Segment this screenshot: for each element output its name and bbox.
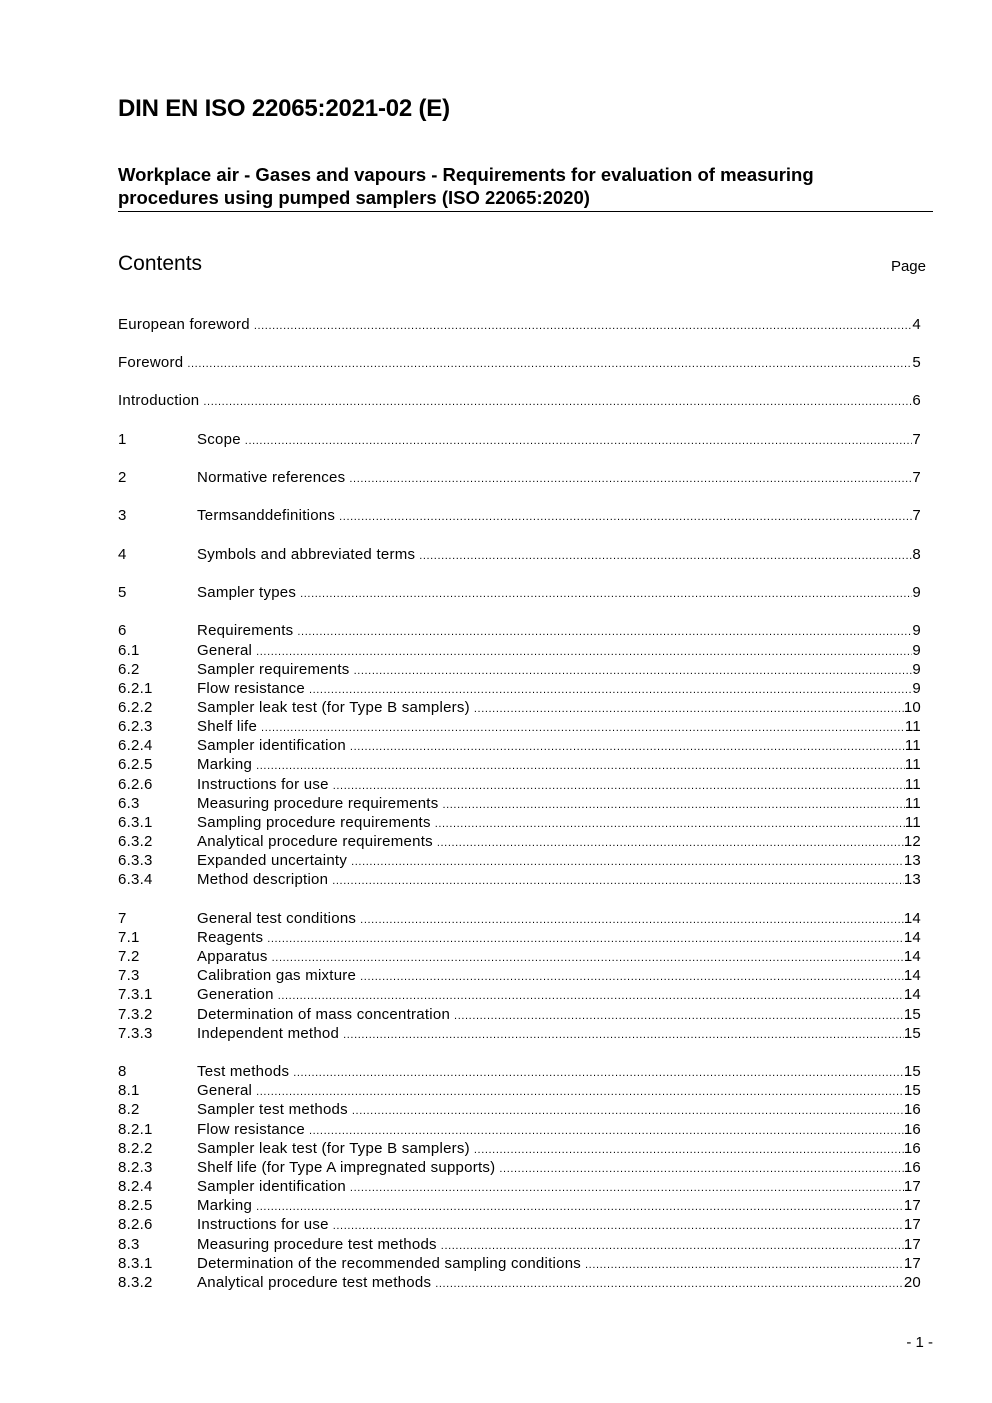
page-number: - 1 - [906,1334,933,1351]
toc-entry-title: Sampler leak test (for Type B samplers) [197,1140,470,1157]
toc-entry[interactable] [118,1024,921,1043]
toc-entry[interactable] [118,621,921,640]
toc-entry[interactable] [118,775,921,794]
toc-dot-leader [349,470,912,489]
toc-entry-number: 6.2.1 [118,680,153,697]
toc-entry-number: 8.2.6 [118,1216,153,1233]
toc-entry-page: 11 [904,795,921,812]
toc-entry-title: Instructions for use [197,1216,329,1233]
toc-entry-number: 6.2.2 [118,699,153,716]
toc-entry-title: Method description [197,871,329,888]
toc-dot-leader [297,623,912,642]
toc-entry[interactable] [118,1120,921,1139]
toc-entry-page: 16 [903,1159,921,1176]
toc-entry-page: 11 [904,776,921,793]
toc-dot-leader [203,393,912,412]
toc-entry-title: Sampling procedure requirements [197,814,431,831]
toc-dot-leader [419,547,912,566]
toc-entry-title: Sampler types [197,584,297,601]
toc-entry-page: 11 [904,756,921,773]
toc-entry[interactable] [118,545,921,564]
toc-entry-number: 8.2.1 [118,1121,153,1138]
toc-entry-title: Measuring procedure test methods [197,1236,437,1253]
toc-entry-title: Apparatus [197,948,268,965]
toc-entry-title: Marking [197,756,253,773]
toc-entry-page: 17 [903,1216,921,1233]
toc-entry-title: Symbols and abbreviated terms [197,546,416,563]
toc-dot-leader [435,1275,904,1294]
toc-entry[interactable] [118,679,921,698]
toc-entry-number: 7 [118,910,127,927]
toc-entry-page: 14 [903,986,921,1003]
toc-entry[interactable] [118,1158,921,1177]
document-title: DIN EN ISO 22065:2021-02 (E) [118,95,450,122]
toc-entry-number: 8.2.2 [118,1140,153,1157]
toc-entry-title: Normative references [197,469,346,486]
toc-dot-leader [187,355,912,374]
toc-entry-page: 20 [903,1274,921,1291]
toc-entry[interactable] [118,985,921,1004]
toc-entry-number: 6.3.1 [118,814,153,831]
toc-entry[interactable] [118,1215,921,1234]
toc-entry[interactable] [118,870,921,889]
toc-entry-number: 8.3.2 [118,1274,153,1291]
toc-entry[interactable] [118,391,921,410]
page-column-label: Page [890,258,926,275]
toc-entry-title: Sampler test methods [197,1101,348,1118]
toc-entry-page: 5 [912,354,921,371]
toc-entry[interactable] [118,583,921,602]
toc-entry[interactable] [118,755,921,774]
toc-entry-page: 17 [903,1178,921,1195]
toc-entry-number: 1 [118,431,127,448]
toc-entry-page: 11 [904,814,921,831]
toc-entry[interactable] [118,928,921,947]
toc-entry-title: Foreword [118,354,184,371]
toc-entry-title: Generation [197,986,274,1003]
toc-entry-page: 14 [903,948,921,965]
toc-entry-title: General [197,1082,253,1099]
toc-entry-title: Reagents [197,929,264,946]
toc-entry-title: Shelf life [197,718,258,735]
toc-entry-title: Calibration gas mixture [197,967,357,984]
toc-entry-title: Analytical procedure requirements [197,833,433,850]
toc-entry-number: 8.2 [118,1101,140,1118]
toc-entry[interactable] [118,641,921,660]
toc-entry-number: 8.2.5 [118,1197,153,1214]
toc-entry-title: Measuring procedure requirements [197,795,439,812]
toc-entry-title: Test methods [197,1063,290,1080]
toc-entry-page: 6 [912,392,921,409]
toc-entry-number: 6 [118,622,127,639]
toc-entry[interactable] [118,1273,921,1292]
toc-entry-number: 6.3.2 [118,833,153,850]
toc-entry-title: Expanded uncertainty [197,852,348,869]
toc-entry-page: 17 [903,1236,921,1253]
toc-entry-number: 7.3 [118,967,140,984]
toc-dot-leader [278,987,904,1006]
toc-entry[interactable] [118,1139,921,1158]
toc-entry-title: Determination of mass concentration [197,1006,451,1023]
toc-entry[interactable] [118,1196,921,1215]
toc-entry-page: 16 [903,1101,921,1118]
toc-dot-leader [254,317,913,336]
toc-entry[interactable] [118,794,921,813]
toc-entry-page: 4 [912,316,921,333]
toc-entry[interactable] [118,430,921,449]
toc-entry-page: 8 [912,546,921,563]
toc-entry-page: 9 [912,661,921,678]
toc-entry-page: 17 [903,1197,921,1214]
toc-entry-title: European foreword [118,316,250,333]
toc-entry-page: 9 [912,642,921,659]
toc-entry-page: 16 [903,1121,921,1138]
toc-entry-page: 17 [903,1255,921,1272]
toc-entry-number: 4 [118,546,127,563]
toc-entry-page: 9 [912,680,921,697]
toc-entry[interactable] [118,851,921,870]
toc-entry-page: 10 [903,699,921,716]
toc-entry-page: 9 [912,584,921,601]
toc-entry-page: 15 [903,1082,921,1099]
toc-entry[interactable] [118,506,921,525]
toc-entry[interactable] [118,660,921,679]
toc-entry-title: Requirements [197,622,294,639]
toc-entry-title: Sampler identification [197,1178,346,1195]
toc-entry-title: Sampler requirements [197,661,350,678]
contents-heading: Contents [118,252,203,275]
toc-entry-page: 13 [903,852,921,869]
toc-entry-number: 8.2.4 [118,1178,153,1195]
toc-entry[interactable] [118,1062,921,1081]
toc-entry-number: 6.2.6 [118,776,153,793]
toc-entry-title: Sampler leak test (for Type B samplers) [197,699,470,716]
toc-entry[interactable] [118,966,921,985]
toc-entry[interactable] [118,1235,921,1254]
toc-entry-title: Flow resistance [197,1121,305,1138]
toc-entry-page: 14 [903,910,921,927]
toc-entry-number: 8.1 [118,1082,140,1099]
toc-entry[interactable] [118,1254,921,1273]
subtitle-line-1: Workplace air - Gases and vapours - Requirements for evaluation of measuring [118,164,814,185]
toc-entry-number: 6.1 [118,642,140,659]
toc-entry-title: General test conditions [197,910,357,927]
toc-entry[interactable] [118,717,921,736]
toc-entry[interactable] [118,315,921,334]
toc-entry[interactable] [118,1177,921,1196]
toc-entry[interactable] [118,1081,921,1100]
toc-entry[interactable] [118,698,921,717]
toc-entry-page: 11 [904,718,921,735]
toc-entry-title: Shelf life (for Type A impregnated supports) [197,1159,496,1176]
toc-dot-leader [343,1026,904,1045]
toc-entry-title: Flow resistance [197,680,305,697]
toc-entry-number: 7.3.3 [118,1025,153,1042]
toc-entry-title: Analytical procedure test methods [197,1274,432,1291]
toc-entry-number: 8 [118,1063,127,1080]
toc-entry-title: Introduction [118,392,200,409]
toc-entry-page: 15 [903,1063,921,1080]
toc-entry[interactable] [118,1005,921,1024]
toc-entry-number: 6.3 [118,795,140,812]
toc-entry-number: 6.2.4 [118,737,153,754]
toc-entry[interactable] [118,947,921,966]
toc-entry-page: 13 [903,871,921,888]
toc-dot-leader [332,872,904,891]
toc-entry-number: 7.2 [118,948,140,965]
toc-entry-number: 6.2.3 [118,718,153,735]
toc-entry-title: Determination of the recommended sampling conditions [197,1255,582,1272]
toc-entry[interactable] [118,813,921,832]
toc-entry-number: 8.3.1 [118,1255,153,1272]
toc-entry-number: 6.2.5 [118,756,153,773]
toc-entry-number: 8.3 [118,1236,140,1253]
toc-entry-title: General [197,642,253,659]
toc-entry-page: 7 [912,469,921,486]
toc-entry-page: 9 [912,622,921,639]
toc-entry[interactable] [118,468,921,487]
toc-entry-number: 8.2.3 [118,1159,153,1176]
toc-entry-page: 15 [903,1025,921,1042]
toc-dot-leader [352,1102,904,1121]
toc-entry-page: 12 [903,833,921,850]
toc-entry-number: 2 [118,469,127,486]
toc-dot-leader [256,757,905,776]
toc-dot-leader [245,432,913,451]
toc-entry-page: 7 [912,507,921,524]
toc-entry-number: 6.3.3 [118,852,153,869]
toc-entry-number: 7.3.1 [118,986,153,1003]
toc-entry-title: Instructions for use [197,776,329,793]
toc-entry-number: 6.2 [118,661,140,678]
toc-entry-page: 16 [903,1140,921,1157]
toc-entry-page: 15 [903,1006,921,1023]
toc-entry-page: 14 [903,929,921,946]
toc-entry[interactable] [118,736,921,755]
toc-entry-number: 7.1 [118,929,140,946]
toc-entry-number: 7.3.2 [118,1006,153,1023]
toc-entry[interactable] [118,1100,921,1119]
toc-entry-title: Termsanddefinitions [197,507,336,524]
toc-entry[interactable] [118,909,921,928]
toc-entry-title: Marking [197,1197,253,1214]
subtitle-line-2: procedures using pumped samplers (ISO 22065:2020) [118,187,590,208]
toc-entry-page: 14 [903,967,921,984]
toc-entry-page: 11 [904,737,921,754]
toc-entry-number: 6.3.4 [118,871,153,888]
toc-entry-number: 3 [118,507,127,524]
toc-entry-title: Scope [197,431,241,448]
toc-entry-title: Sampler identification [197,737,346,754]
toc-entry-page: 7 [912,431,921,448]
toc-dot-leader [333,1217,904,1236]
toc-dot-leader [339,508,912,527]
toc-entry[interactable] [118,353,921,372]
toc-dot-leader [300,585,912,604]
toc-entry-title: Independent method [197,1025,340,1042]
toc-entry[interactable] [118,832,921,851]
toc-entry-number: 5 [118,584,127,601]
